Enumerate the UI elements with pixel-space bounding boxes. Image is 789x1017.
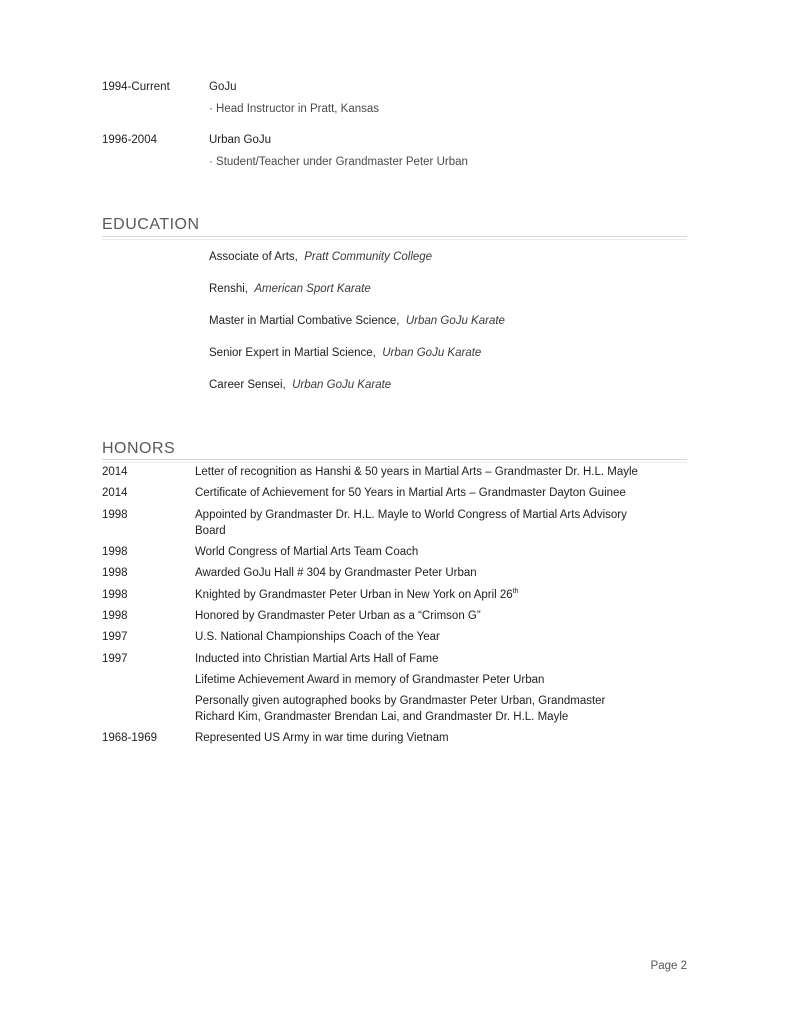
- honor-text: Appointed by Grandmaster Dr. H.L. Mayle to World Congress of Martial Arts Advisory Board: [195, 509, 627, 537]
- education-item: [209, 249, 432, 265]
- honor-text: Honored by Grandmaster Peter Urban as a “Crimson G”: [195, 610, 481, 622]
- honor-year: 1997: [102, 631, 128, 643]
- honors-divider-secondary: [102, 462, 687, 463]
- honors-heading: HONORS: [102, 440, 176, 457]
- experience-detail: · Student/Teacher under Grandmaster Peter Urban: [209, 156, 468, 168]
- honor-text: Certificate of Achievement for 50 Years in Martial Arts – Grandmaster Dayton Guinee: [195, 487, 626, 499]
- honor-year: 2014: [102, 466, 128, 478]
- page-number: Page 2: [650, 960, 687, 972]
- honor-year: 1998: [102, 610, 128, 622]
- honor-text: Letter of recognition as Hanshi & 50 years in Martial Arts – Grandmaster Dr. H.L. Mayle: [195, 466, 638, 478]
- experience-years: 1994-Current: [102, 81, 170, 93]
- honor-text: Lifetime Achievement Award in memory of Grandmaster Peter Urban: [195, 674, 545, 686]
- honor-text: Awarded GoJu Hall # 304 by Grandmaster Peter Urban: [195, 567, 477, 579]
- education-divider-secondary: [102, 239, 687, 240]
- honor-text-main: Knighted by Grandmaster Peter Urban in New York on April 26: [195, 589, 513, 601]
- honor-text: Inducted into Christian Martial Arts Hall of Fame: [195, 653, 439, 665]
- honor-year: 2014: [102, 487, 128, 499]
- honor-year: 1998: [102, 589, 128, 601]
- honor-year: 1968-1969: [102, 732, 157, 744]
- education-institution: Urban GoJu Karate: [382, 347, 482, 359]
- honor-year: 1998: [102, 546, 128, 558]
- education-degree: Master in Martial Combative Science,: [209, 315, 400, 327]
- education-institution: American Sport Karate: [254, 283, 371, 295]
- education-degree: Renshi,: [209, 283, 248, 295]
- honor-text: Represented US Army in war time during Vietnam: [195, 732, 449, 744]
- experience-detail: · Head Instructor in Pratt, Kansas: [209, 103, 380, 115]
- education-degree: Senior Expert in Martial Science,: [209, 347, 376, 359]
- education-institution: Urban GoJu Karate: [405, 315, 505, 327]
- education-heading: EDUCATION: [102, 216, 200, 233]
- education-item: [209, 377, 391, 393]
- experience-years: 1996-2004: [102, 134, 157, 146]
- education-divider: [102, 236, 687, 237]
- education-institution: Pratt Community College: [304, 251, 433, 263]
- education-degree: Associate of Arts,: [209, 251, 298, 263]
- education-item: [209, 281, 371, 297]
- honors-divider: [102, 459, 687, 460]
- honor-text: [195, 587, 645, 603]
- experience-org: GoJu: [209, 81, 237, 93]
- education-item: [209, 313, 505, 329]
- education-degree: Career Sensei,: [209, 379, 286, 391]
- honor-year: 1997: [102, 653, 128, 665]
- honor-text: World Congress of Martial Arts Team Coach: [195, 546, 419, 558]
- honor-year: 1998: [102, 509, 128, 521]
- honor-text: Personally given autographed books by Grandmaster Peter Urban, Grandmaster Richard Kim, Grandmaster Brendan Lai, and Grandmaster Dr. H.L. Mayle: [195, 695, 606, 723]
- honor-text-superscript: th: [512, 588, 519, 596]
- education-institution: Urban GoJu Karate: [292, 379, 392, 391]
- honor-text: U.S. National Championships Coach of the Year: [195, 631, 440, 643]
- honor-year: 1998: [102, 567, 128, 579]
- experience-org: Urban GoJu: [209, 134, 272, 146]
- education-item: [209, 345, 481, 361]
